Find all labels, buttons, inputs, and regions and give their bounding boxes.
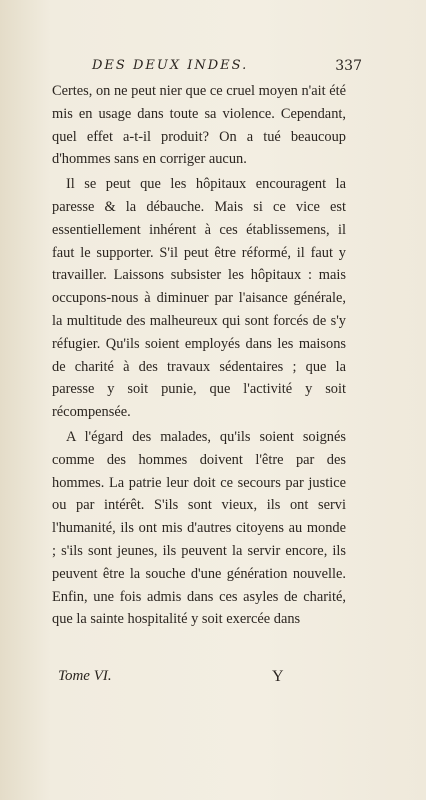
volume-label: Tome VI. bbox=[58, 668, 112, 684]
paragraph-3: A l'égard des malades, qu'ils soient soignés comme des hommes doivent l'être par des hommes. La patrie leur doit ce secours par justice ou par intérêt. S'ils sont vieux, ils ont servi l'humanité, ils ont mis d'autres citoyens au monde ; s'ils sont jeunes, ils peuvent la servir encore, ils peuvent être la souche d'une génération nouvelle. Enfin, une fois admis dans ces asyles de charité, que la sainte hospitalité y soit exercée dans bbox=[52, 428, 346, 628]
paragraph-1: Certes, on ne peut nier que ce cruel moyen n'ait été mis en usage dans toute sa violence. Cependant, quel effet a-t-il produit? On a tué beaucoup d'hommes sans en corriger aucun. bbox=[52, 83, 346, 168]
paragraph-2: Il se peut que les hôpitaux encouragent la paresse & la débauche. Mais si ce vice est essentiellement inhérent à ces établissemens, il faut le supporter. S'il peut être réformé, il faut y travailler. Laissons subsister les hôpitaux : mais occupons-nous à diminuer par l'aisance générale, la multitude des malheureux qui sont forcés de s'y réfugier. Qu'ils soient employés dans les maisons de charité à des travaux sédentaires ; que la paresse y soit punie, que l'activité y soit récompensée. bbox=[52, 176, 346, 421]
page-footer bbox=[58, 668, 338, 692]
running-title: DES DEUX INDES. bbox=[92, 58, 249, 73]
page-number: 337 bbox=[335, 58, 362, 74]
signature-mark: Y bbox=[272, 668, 284, 685]
body-text bbox=[52, 80, 346, 633]
running-header bbox=[92, 58, 362, 80]
